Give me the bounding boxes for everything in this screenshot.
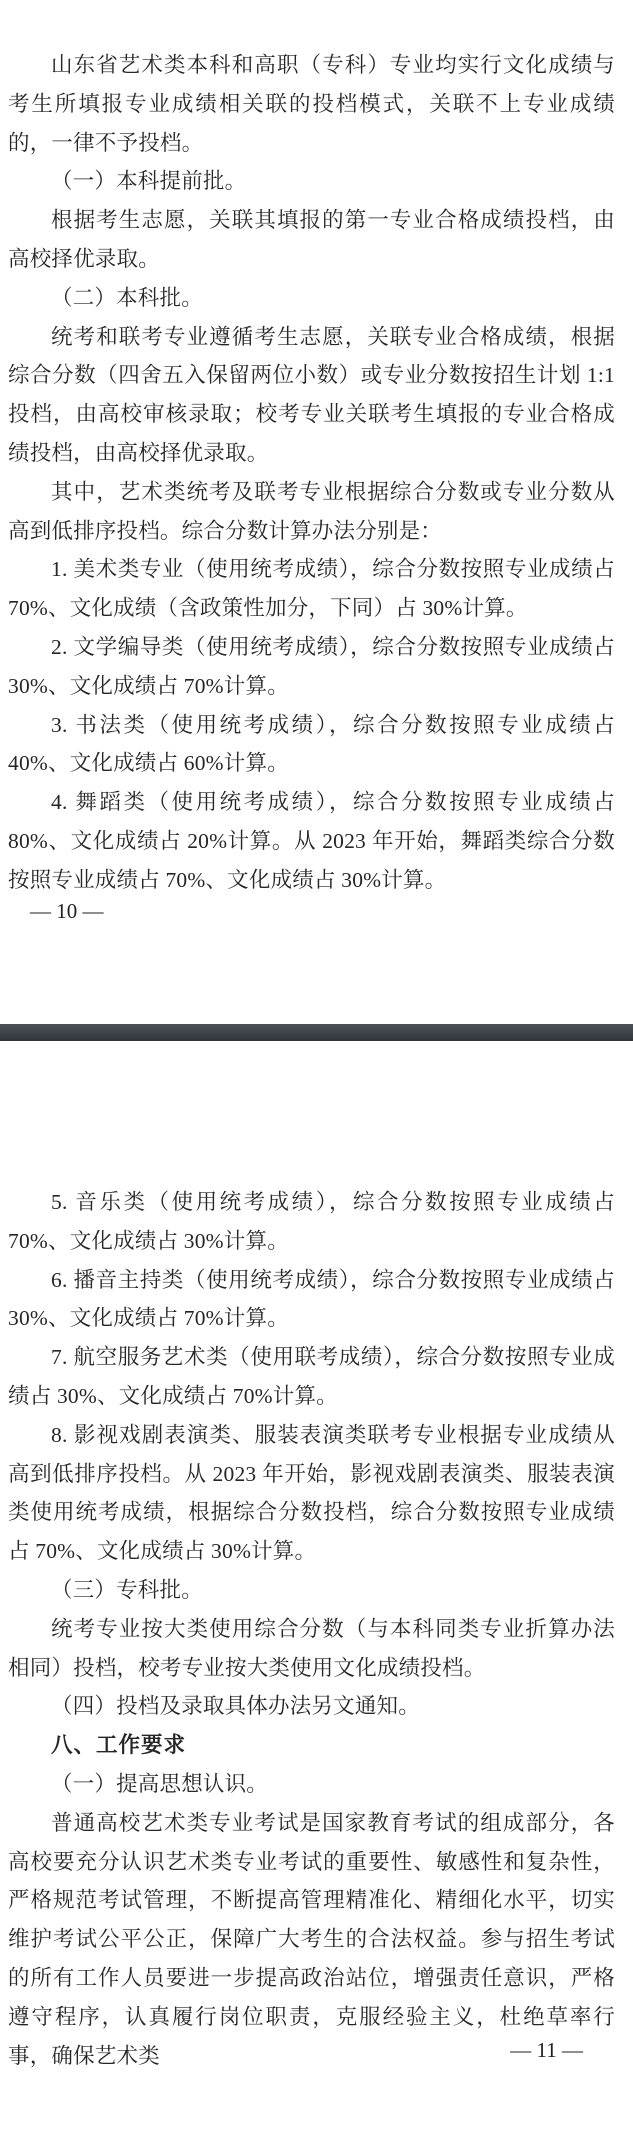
paragraph: （二）本科批。 (51, 285, 203, 310)
paragraph: 8. 影视戏剧表演类、服装表演类联考专业根据专业成绩从高到低排序投档。从 2023 年开始，影视戏剧表演类、服装表演类使用统考成绩，根据综合分数投档，综合分数按照专业成绩占 70%、文化成绩占 30%计算。 (8, 1422, 615, 1564)
page-11-body (8, 1183, 615, 2075)
paragraph: 2. 文学编导类（使用统考成绩），综合分数按照专业成绩占 30%、文化成绩占 70%计算。 (8, 634, 615, 698)
page-number-10: — 10 — (30, 899, 104, 923)
paragraph: 普通高校艺术类专业考试是国家教育考试的组成部分，各高校要充分认识艺术类专业考试的重要性、敏感性和复杂性，严格规范考试管理，不断提高管理精准化、精细化水平，切实维护考试公平公正，保障广大考生的合法权益。参与招生考试的所有工作人员要进一步提高政治站位，增强责任意识，严格遵守程序，认真履行岗位职责，克服经验主义，杜绝草率行事，确保艺术类 (8, 1810, 615, 2068)
paragraph: （四）投档及录取具体办法另文通知。 (51, 1694, 420, 1719)
paragraph: 统考专业按大类使用综合分数（与本科同类专业折算办法相同）投档，校考专业按大类使用文化成绩投档。 (8, 1616, 615, 1680)
paragraph: 7. 航空服务艺术类（使用联考成绩），综合分数按照专业成绩占 30%、文化成绩占 70%计算。 (8, 1345, 615, 1408)
paragraph: （一）提高思想认识。 (51, 1771, 269, 1796)
paragraph: 八、工作要求 (51, 1733, 187, 1758)
paragraph: 1. 美术类专业（使用统考成绩），综合分数按照专业成绩占 70%、文化成绩（含政策性加分，下同）占 30%计算。 (8, 557, 615, 621)
page-number-11: — 11 — (510, 2038, 583, 2062)
page-separator-band (0, 1024, 633, 1041)
paragraph: 3. 书法类（使用统考成绩），综合分数按照专业成绩占 40%、文化成绩占 60%计算。 (8, 712, 615, 776)
paragraph: 6. 播音主持类（使用统考成绩），综合分数按照专业成绩占 30%、文化成绩占 70%计算。 (8, 1267, 615, 1331)
paragraph: （一）本科提前批。 (51, 169, 247, 194)
paragraph: 4. 舞蹈类（使用统考成绩），综合分数按照专业成绩占 80%、文化成绩占 20%计算。从 2023 年开始，舞蹈类综合分数按照专业成绩占 70%、文化成绩占 30%计算。 (8, 790, 615, 892)
paragraph: 其中，艺术类统考及联考专业根据综合分数或专业分数从高到低排序投档。综合分数计算办法分别是： (8, 479, 615, 543)
paragraph: 根据考生志愿，关联其填报的第一专业合格成绩投档，由高校择优录取。 (8, 208, 615, 271)
page-10-body (8, 46, 615, 900)
paragraph: 统考和联考专业遵循考生志愿，关联专业合格成绩，根据综合分数（四舍五入保留两位小数）或专业分数按招生计划 1:1 投档，由高校审核录取；校考专业关联考生填报的专业合格成绩投档，由高校择优录取。 (8, 324, 615, 465)
paragraph: 5. 音乐类（使用统考成绩），综合分数按照专业成绩占 70%、文化成绩占 30%计算。 (8, 1190, 615, 1253)
paragraph: 山东省艺术类本科和高职（专科）专业均实行文化成绩与考生所填报专业成绩相关联的投档模式，关联不上专业成绩的，一律不予投档。 (8, 53, 615, 155)
paragraph: （三）专科批。 (51, 1577, 203, 1602)
